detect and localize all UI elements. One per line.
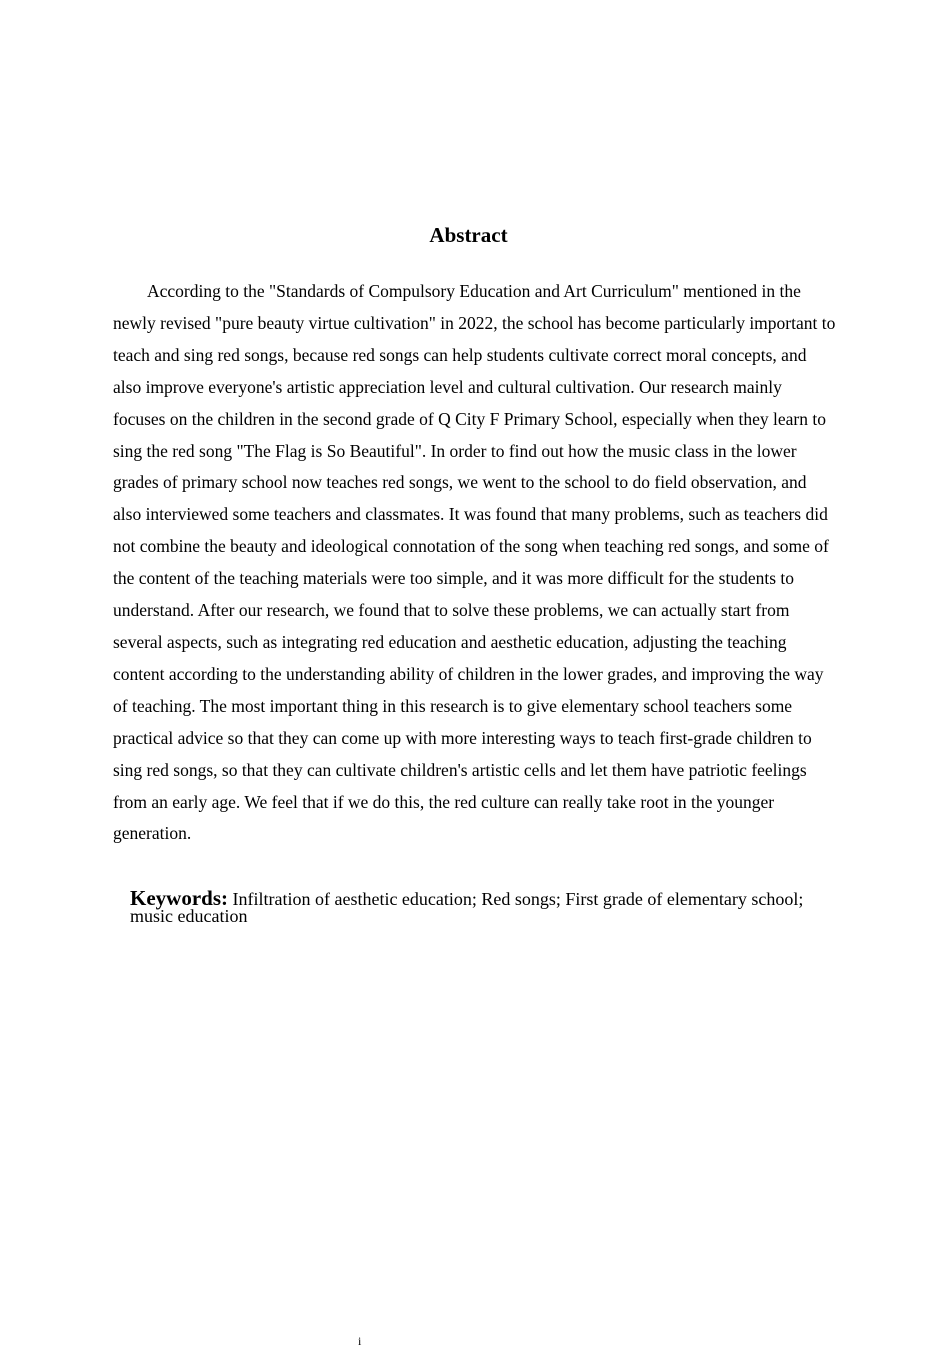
keywords-label: Keywords: <box>130 886 228 910</box>
abstract-title: Abstract <box>429 223 508 247</box>
keywords-text: Infiltration of aesthetic education; Red songs; First grade of elementary school; music education <box>130 889 804 926</box>
abstract-body: According to the "Standards of Compulsory Education and Art Curriculum" mentioned in the newly revised "pure beauty virtue cultivation" in 2022, the school has become particularly important to teach and sing red songs, because red songs can help students cultivate correct moral concepts, and also improve everyone's artistic appreciation level and cultural cultivation. Our research mainly focuses on the children in the second grade of Q City F Primary School, especially when they learn to sing the red song "The Flag is So Beautiful". In order to find out how the music class in the lower grades of primary school now teaches red songs, we went to the school to do field observation, and also interviewed some teachers and classmates. It was found that many problems, such as teachers did not combine the beauty and ideological connotation of the song when teaching red songs, and some of the content of the teaching materials were too simple, and it was more difficult for the students to understand. After our research, we found that to solve these problems, we can actually start from several aspects, such as integrating red education and aesthetic education, adjusting the teaching content according to the understanding ability of children in the lower grades, and improving the way of teaching. The most important thing in this research is to give elementary school teachers some practical advice so that they can come up with more interesting ways to teach first-grade children to sing red songs, so that they can cultivate children's artistic cells and let them have patriotic feelings from an early age. We feel that if we do this, the red culture can really take root in the younger generation. <box>113 281 836 844</box>
page-number: i <box>358 1334 362 1348</box>
keywords-line <box>130 886 810 926</box>
